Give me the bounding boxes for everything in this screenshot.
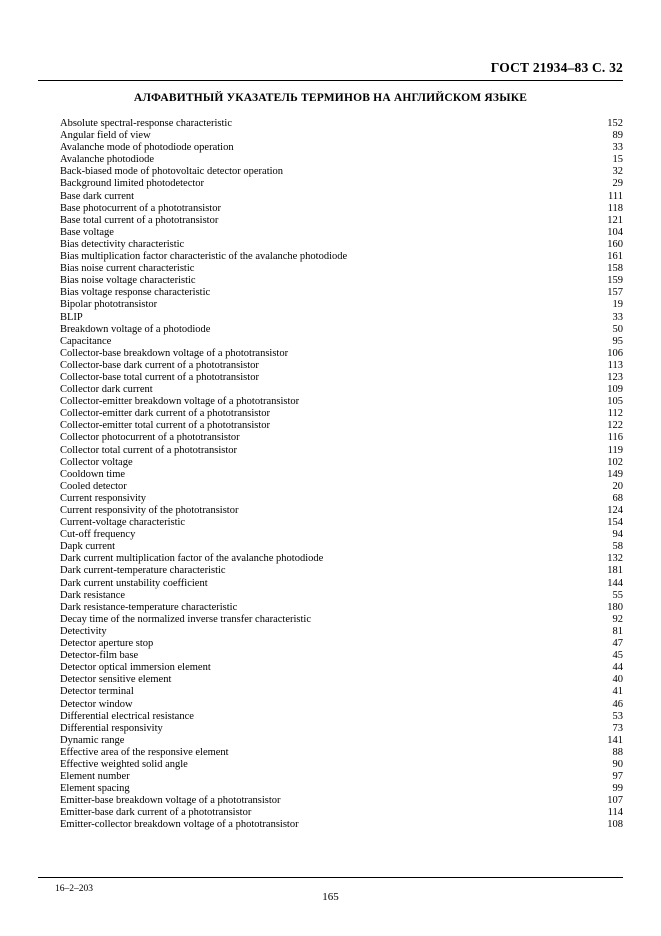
index-entry-term: Emitter-base breakdown voltage of a phototransistor [60, 795, 281, 807]
index-entry-page: 105 [607, 396, 623, 408]
index-entry [60, 312, 623, 324]
index-list [60, 118, 623, 832]
footer-page-number: 165 [322, 891, 339, 903]
index-entry-page: 58 [612, 541, 623, 553]
index-entry-term: Cut-off frequency [60, 529, 136, 541]
page-header: ГОСТ 21934–83 С. 32 [490, 60, 623, 75]
index-entry-term: Effective area of the responsive element [60, 746, 229, 758]
index-entry [60, 142, 623, 154]
index-entry [60, 457, 623, 469]
index-entry-term: Collector-base total current of a phototransistor [60, 371, 259, 383]
index-entry-page: 157 [607, 287, 623, 299]
index-entry [60, 686, 623, 698]
index-entry-term: Current responsivity of the phototransistor [60, 505, 239, 516]
index-entry [60, 299, 623, 311]
index-entry-term: Detector optical immersion element [60, 662, 211, 674]
index-entry-page: 90 [612, 758, 623, 770]
index-entry-page: 33 [612, 142, 623, 154]
index-entry-term: Bias noise voltage characteristic [60, 275, 196, 287]
index-entry [60, 324, 623, 336]
index-entry [60, 493, 623, 505]
index-entry-term: Current responsivity [60, 492, 147, 504]
index-entry [60, 602, 623, 614]
index-entry-term: Bias noise current characteristic [60, 263, 195, 275]
index-entry [60, 481, 623, 493]
index-entry-term: Breakdown voltage of a photodiode [60, 323, 211, 335]
index-entry [60, 529, 623, 541]
index-entry-page: 89 [612, 130, 623, 142]
index-entry-page: 111 [608, 190, 623, 202]
index-entry-page: 41 [612, 686, 623, 698]
index-entry-term: Current-voltage characteristic [60, 517, 186, 529]
index-entry [60, 227, 623, 239]
index-entry [60, 711, 623, 723]
index-entry-page: 116 [607, 432, 623, 444]
index-entry [60, 747, 623, 759]
index-entry-term: Detector sensitive element [60, 674, 172, 686]
index-entry-term: Collector-emitter dark current of a phototransistor [60, 408, 271, 420]
footer-divider [38, 877, 623, 878]
index-entry [60, 191, 623, 203]
index-entry-term: Detectivity [60, 625, 107, 637]
index-entry-page: 180 [607, 601, 623, 613]
index-entry [60, 638, 623, 650]
index-entry-page: 104 [607, 226, 623, 238]
index-entry-term: Detector aperture stop [60, 638, 154, 650]
index-entry-page: 158 [607, 263, 623, 275]
index-entry [60, 662, 623, 674]
index-entry-page: 132 [607, 553, 623, 565]
index-entry-page: 53 [612, 710, 623, 722]
index-entry [60, 759, 623, 771]
index-entry-term: Collector voltage [60, 456, 133, 468]
index-entry-term: Emitter-collector breakdown voltage of a phototransistor [60, 819, 299, 831]
index-entry [60, 263, 623, 275]
index-entry [60, 408, 623, 420]
index-entry-page: 152 [607, 118, 623, 129]
index-entry [60, 626, 623, 638]
index-entry-page: 68 [612, 492, 623, 504]
index-entry-term: Element number [60, 771, 130, 783]
index-entry-term: Dark current unstability coefficient [60, 577, 208, 589]
index-entry [60, 445, 623, 457]
index-entry [60, 432, 623, 444]
index-entry-page: 107 [607, 795, 623, 807]
index-entry-page: 113 [607, 359, 623, 371]
index-entry-page: 88 [612, 746, 623, 758]
index-entry-term: Base photocurrent of a phototransistor [60, 202, 221, 214]
index-entry [60, 130, 623, 142]
index-entry-page: 161 [607, 251, 623, 263]
index-entry-page: 154 [607, 517, 623, 529]
index-entry-term: Bipolar phototransistor [60, 299, 158, 311]
index-entry-page: 121 [607, 214, 623, 226]
index-entry-page: 123 [607, 371, 623, 383]
index-entry [60, 372, 623, 384]
index-entry [60, 287, 623, 299]
index-entry [60, 360, 623, 372]
index-entry [60, 783, 623, 795]
index-entry-term: Emitter-base dark current of a phototransistor [60, 807, 252, 819]
index-entry [60, 178, 623, 190]
index-entry-term: Dark current multiplication factor of the avalanche photodiode [60, 553, 324, 565]
index-entry-term: Bias voltage response characteristic [60, 287, 211, 299]
index-entry-term: Background limited photodetector [60, 178, 205, 190]
index-entry [60, 517, 623, 529]
index-entry [60, 154, 623, 166]
index-entry [60, 420, 623, 432]
index-entry-term: Dark current-temperature characteristic [60, 565, 226, 577]
index-entry-page: 119 [607, 444, 623, 456]
index-entry [60, 565, 623, 577]
index-entry-page: 19 [612, 299, 623, 311]
index-entry [60, 723, 623, 735]
index-entry-page: 159 [607, 275, 623, 287]
index-entry [60, 699, 623, 711]
index-entry-term: Detector terminal [60, 686, 134, 698]
index-entry-term: Differential electrical resistance [60, 710, 194, 722]
index-entry-term: Element spacing [60, 783, 130, 795]
index-entry-page: 124 [607, 505, 623, 516]
index-entry-page: 118 [607, 202, 623, 214]
index-entry-page: 181 [607, 565, 623, 577]
index-entry-page: 160 [607, 238, 623, 250]
index-entry-term: Dynamic range [60, 734, 125, 746]
header-divider [38, 80, 623, 81]
index-entry-term: Cooled detector [60, 480, 127, 492]
index-entry-term: Differential responsivity [60, 722, 163, 734]
index-entry [60, 735, 623, 747]
index-entry-page: 47 [612, 638, 623, 650]
index-entry-page: 29 [612, 178, 623, 190]
index-entry-term: Collector-emitter total current of a phototransistor [60, 420, 271, 432]
index-entry [60, 469, 623, 481]
index-entry [60, 650, 623, 662]
index-entry-page: 33 [612, 311, 623, 323]
index-entry-page: 50 [612, 323, 623, 335]
index-entry-page: 144 [607, 577, 623, 589]
index-entry-term: Base total current of a phototransistor [60, 214, 219, 226]
index-entry [60, 336, 623, 348]
index-entry-page: 99 [612, 783, 623, 795]
index-entry-page: 40 [612, 674, 623, 686]
index-entry-page: 106 [607, 347, 623, 359]
index-entry-page: 141 [607, 734, 623, 746]
index-entry-page: 15 [612, 154, 623, 166]
index-entry-term: Angular field of view [60, 130, 151, 142]
index-entry-page: 81 [612, 625, 623, 637]
index-entry-page: 20 [612, 480, 623, 492]
index-entry-term: Base dark current [60, 190, 135, 202]
index-entry-page: 149 [607, 468, 623, 480]
index-entry [60, 384, 623, 396]
index-entry-term: Absolute spectral-response characteristic [60, 118, 233, 129]
index-entry-page: 102 [607, 456, 623, 468]
index-entry [60, 275, 623, 287]
footer-code: 16–2–203 [55, 884, 93, 894]
index-entry-term: Collector-emitter breakdown voltage of a phototransistor [60, 396, 300, 408]
index-entry-term: Bias multiplication factor characteristic of the avalanche photodiode [60, 251, 348, 263]
index-entry-page: 94 [612, 529, 623, 541]
index-entry-term: Dark resistance [60, 589, 126, 601]
index-entry-term: Collector-base dark current of a phototransistor [60, 359, 259, 371]
index-entry-term: Detector-film base [60, 650, 139, 662]
index-entry [60, 578, 623, 590]
index-entry [60, 674, 623, 686]
index-entry [60, 505, 623, 517]
index-entry-term: Decay time of the normalized inverse transfer characteristic [60, 613, 312, 625]
index-entry-page: 97 [612, 771, 623, 783]
index-entry [60, 819, 623, 831]
index-entry-page: 122 [607, 420, 623, 432]
index-entry-term: Base voltage [60, 226, 114, 238]
index-entry [60, 166, 623, 178]
index-entry-term: Collector dark current [60, 384, 153, 396]
index-entry-page: 46 [612, 698, 623, 710]
index-entry-term: Capacitance [60, 335, 112, 347]
index-entry [60, 807, 623, 819]
index-entry [60, 553, 623, 565]
index-entry [60, 396, 623, 408]
index-entry [60, 239, 623, 251]
index-entry-term: Detector window [60, 698, 133, 710]
index-entry-page: 114 [607, 807, 623, 819]
index-entry-page: 55 [612, 589, 623, 601]
index-entry-page: 95 [612, 335, 623, 347]
index-entry-term: Dapk current [60, 541, 116, 553]
index-entry-page: 108 [607, 819, 623, 831]
index-entry-term: Bias detectivity characteristic [60, 238, 185, 250]
index-entry-page: 92 [612, 613, 623, 625]
index-entry-term: Dark resistance-temperature characteristic [60, 601, 238, 613]
index-entry [60, 590, 623, 602]
index-entry-term: Avalanche mode of photodiode operation [60, 142, 234, 154]
index-entry-term: Cooldown time [60, 468, 126, 480]
index-entry-term: Effective weighted solid angle [60, 758, 188, 770]
index-entry-term: Back-biased mode of photovoltaic detector operation [60, 166, 284, 178]
index-entry-page: 112 [607, 408, 623, 420]
index-entry [60, 614, 623, 626]
index-entry-term: Collector total current of a phototransistor [60, 444, 237, 456]
index-entry [60, 795, 623, 807]
index-entry-page: 45 [612, 650, 623, 662]
index-entry-page: 44 [612, 662, 623, 674]
index-entry [60, 251, 623, 263]
index-entry-term: BLIP [60, 311, 83, 323]
index-entry [60, 348, 623, 360]
index-entry [60, 215, 623, 227]
page-title: АЛФАВИТНЫЙ УКАЗАТЕЛЬ ТЕРМИНОВ НА АНГЛИЙСКОМ ЯЗЫКЕ [133, 92, 528, 104]
index-entry [60, 771, 623, 783]
index-entry [60, 118, 623, 130]
index-entry-term: Avalanche photodiode [60, 154, 154, 166]
index-entry-page: 73 [612, 722, 623, 734]
index-entry [60, 203, 623, 215]
index-entry [60, 541, 623, 553]
index-entry-term: Collector photocurrent of a phototransistor [60, 432, 240, 444]
index-entry-page: 109 [607, 384, 623, 396]
index-entry-page: 32 [612, 166, 623, 178]
index-entry-term: Collector-base breakdown voltage of a phototransistor [60, 347, 289, 359]
